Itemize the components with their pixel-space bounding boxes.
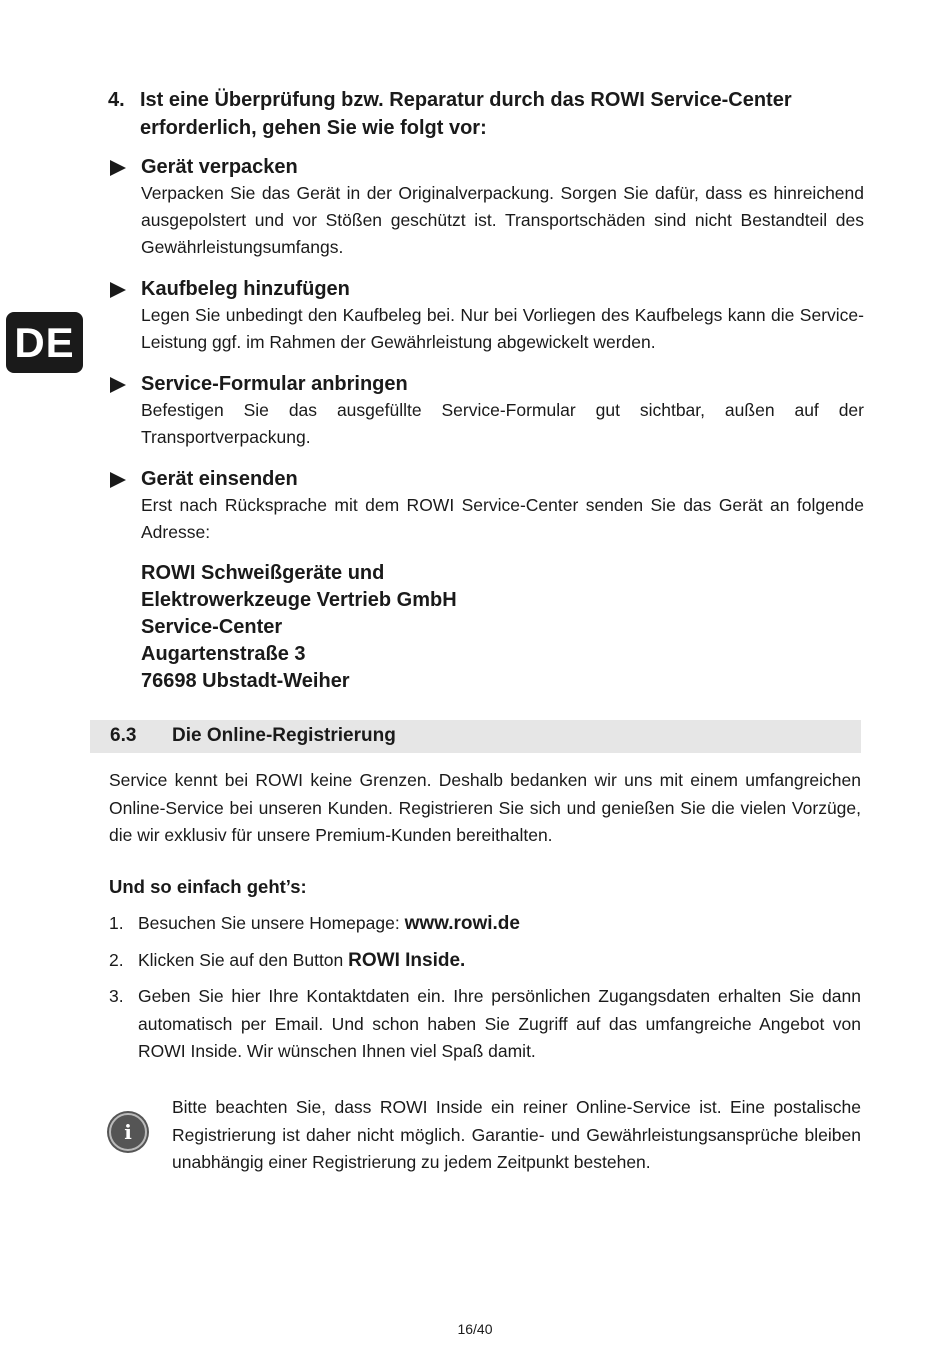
step-text: Ist eine Überprüfung bzw. Reparatur durch das ROWI Service-Center erforderlich, gehen Sie wie folgt vor: bbox=[140, 89, 792, 139]
address-line: Service-Center bbox=[141, 616, 283, 638]
list-item-text: Besuchen Sie unsere Homepage: bbox=[138, 913, 405, 933]
section-header bbox=[90, 720, 861, 753]
address-line: Augartenstraße 3 bbox=[141, 643, 306, 665]
rowi-inside-button-name: ROWI Inside. bbox=[348, 949, 466, 971]
list-item bbox=[109, 910, 861, 938]
subsection-service-formular bbox=[108, 371, 864, 451]
step-number: 4. bbox=[108, 89, 125, 111]
step-4-heading bbox=[108, 86, 868, 142]
subsection-kaufbeleg bbox=[108, 276, 864, 356]
arrow-right-icon bbox=[110, 160, 126, 176]
arrow-right-icon bbox=[110, 377, 126, 393]
subsection-title bbox=[108, 466, 864, 492]
intro-paragraph: Service kennt bei ROWI keine Grenzen. Deshalb bedanken wir uns mit einem umfangreichen Online-Service bei unseren Kunden. Registrieren Sie sich und genießen Sie die vielen Vorzüge, die wir exklusiv für unsere Premium-Kunden bereithalten. bbox=[109, 770, 861, 845]
language-tab: DE bbox=[6, 312, 83, 373]
list-item-number: 2. bbox=[109, 949, 124, 970]
list-item-text: Klicken Sie auf den Button bbox=[138, 949, 349, 970]
address-line: Elektrowerkzeuge Vertrieb GmbH bbox=[141, 589, 457, 611]
subsection-body: Erst nach Rücksprache mit dem ROWI Service-Center senden Sie das Gerät an folgende Adresse: bbox=[141, 495, 864, 542]
list-item bbox=[109, 983, 861, 1066]
arrow-right-icon bbox=[110, 282, 126, 298]
subsection-geraet-verpacken bbox=[108, 154, 864, 261]
section-title: Die Online-Registrierung bbox=[172, 725, 396, 746]
subsection-title-text: Gerät verpacken bbox=[141, 156, 298, 178]
list-item-text: Geben Sie hier Ihre Kontaktdaten ein. Ihre persönlichen Zugangsdaten erhalten Sie dann automatisch per Email. Und schon haben Sie Zugriff auf das umfangreiche Angebot von ROWI Inside. Wir wünschen Ihnen viel Spaß damit. bbox=[138, 986, 861, 1061]
subsection-title-text: Kaufbeleg hinzufügen bbox=[141, 278, 350, 300]
subsection-body: Befestigen Sie das ausgefüllte Service-Formular gut sichtbar, außen auf der Transportverpackung. bbox=[141, 400, 864, 447]
list-item bbox=[109, 947, 861, 975]
subsection-title bbox=[108, 371, 864, 397]
page-number: 16/40 bbox=[457, 1321, 493, 1337]
howto-heading: Und so einfach geht’s: bbox=[109, 876, 307, 897]
subsection-geraet-einsenden bbox=[108, 466, 864, 546]
arrow-right-icon bbox=[110, 472, 126, 488]
address-line: 76698 Ubstadt-Weiher bbox=[141, 670, 350, 692]
registration-steps bbox=[109, 910, 861, 1066]
subsection-title-text: Gerät einsenden bbox=[141, 468, 298, 490]
subsection-title bbox=[108, 154, 864, 180]
list-item-number: 1. bbox=[109, 913, 124, 933]
homepage-link[interactable]: www.rowi.de bbox=[404, 913, 520, 934]
section-number: 6.3 bbox=[110, 725, 137, 746]
address-line: ROWI Schweißgeräte und bbox=[141, 562, 385, 584]
list-item-number: 3. bbox=[109, 986, 124, 1006]
subsection-body: Verpacken Sie das Gerät in der Originalverpackung. Sorgen Sie dafür, dass es hinreichend ausgepolstert und vor Stößen geschützt ist. Transportschäden sind nicht Bestandteil des Gewährleistungsumfangs. bbox=[141, 183, 864, 257]
info-icon: i bbox=[109, 1113, 147, 1151]
service-address bbox=[141, 560, 457, 695]
subsection-title-text: Service-Formular anbringen bbox=[141, 373, 408, 395]
subsection-title bbox=[108, 276, 864, 302]
subsection-body: Legen Sie unbedingt den Kaufbeleg bei. Nur bei Vorliegen des Kaufbelegs kann die Service-Leistung ggf. im Rahmen der Gewährleistung abgewickelt werden. bbox=[141, 305, 864, 352]
note-text: Bitte beachten Sie, dass ROWI Inside ein reiner Online-Service ist. Eine postalische Registrierung ist daher nicht möglich. Garantie- und Gewährleistungsansprüche bleiben unabhängig einer Registrierung zu jedem Zeitpunkt bestehen. bbox=[172, 1097, 861, 1172]
